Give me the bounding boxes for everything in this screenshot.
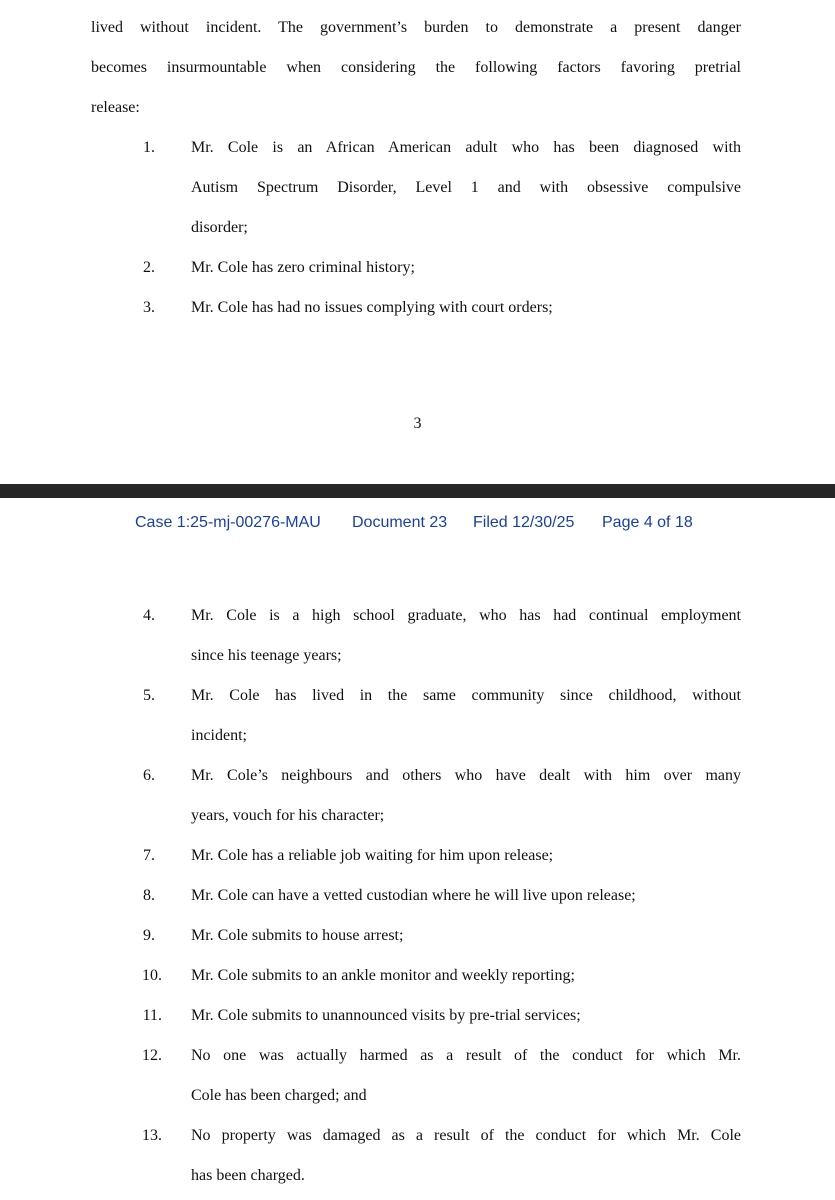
list-text: Mr. Cole has a reliable job waiting for him upon release;	[191, 847, 554, 864]
list-text: Mr. Cole submits to unannounced visits by pre-trial services;	[191, 1007, 581, 1024]
list-text: since his teenage years;	[191, 647, 342, 664]
list-text: Mr. Cole can have a vetted custodian where he will live upon release;	[191, 887, 636, 904]
list-number: 1.	[143, 139, 155, 156]
list-text: Mr. Cole is an African American adult who has been diagnosed with	[191, 139, 741, 156]
list-text: No property was damaged as a result of the conduct for which Mr. Cole	[191, 1127, 741, 1144]
list-text: Mr. Cole has lived in the same community since childhood, without	[191, 687, 741, 704]
list-number: 7.	[143, 847, 155, 864]
list-text: Mr. Cole is a high school graduate, who has had continual employment	[191, 607, 741, 624]
list-number: 6.	[143, 767, 155, 784]
list-number: 9.	[143, 927, 155, 944]
paragraph-line: becomes insurmountable when considering the following factors favoring pretrial	[91, 59, 741, 76]
list-text: Mr. Cole has zero criminal history;	[191, 259, 415, 276]
list-text: years, vouch for his character;	[191, 807, 385, 824]
filed-date: Filed 12/30/25	[473, 514, 575, 531]
list-number: 13.	[142, 1127, 162, 1144]
paragraph-line: release:	[91, 99, 140, 116]
list-text: Mr. Cole submits to house arrest;	[191, 927, 404, 944]
list-number: 3.	[143, 299, 155, 316]
list-number: 12.	[142, 1047, 162, 1064]
list-text: No one was actually harmed as a result of the conduct for which Mr.	[191, 1047, 741, 1064]
page-3-bottom	[0, 0, 835, 484]
document-number: Document 23	[352, 514, 448, 531]
list-text: Mr. Cole submits to an ankle monitor and weekly reporting;	[191, 967, 575, 984]
list-text: disorder;	[191, 219, 248, 236]
list-text: incident;	[191, 727, 247, 744]
list-number: 11.	[142, 1007, 162, 1024]
list-text: Autism Spectrum Disorder, Level 1 and with obsessive compulsive	[191, 179, 741, 196]
list-text: Mr. Cole has had no issues complying with court orders;	[191, 299, 553, 316]
list-text: Cole has been charged; and	[191, 1087, 367, 1104]
list-text: Mr. Cole’s neighbours and others who have dealt with him over many	[191, 767, 741, 784]
page-number: 3	[413, 415, 422, 432]
list-number: 2.	[143, 259, 155, 276]
page-divider	[0, 484, 835, 498]
list-number: 4.	[143, 607, 155, 624]
list-number: 5.	[143, 687, 155, 704]
list-text: has been charged.	[191, 1167, 305, 1184]
case-number: Case 1:25-mj-00276-MAU	[135, 514, 321, 531]
case-header	[0, 513, 835, 535]
paragraph-line: lived without incident. The government’s burden to demonstrate a present danger	[91, 19, 741, 36]
list-number: 10.	[142, 967, 162, 984]
list-number: 8.	[143, 887, 155, 904]
page-indicator: Page 4 of 18	[602, 514, 693, 531]
